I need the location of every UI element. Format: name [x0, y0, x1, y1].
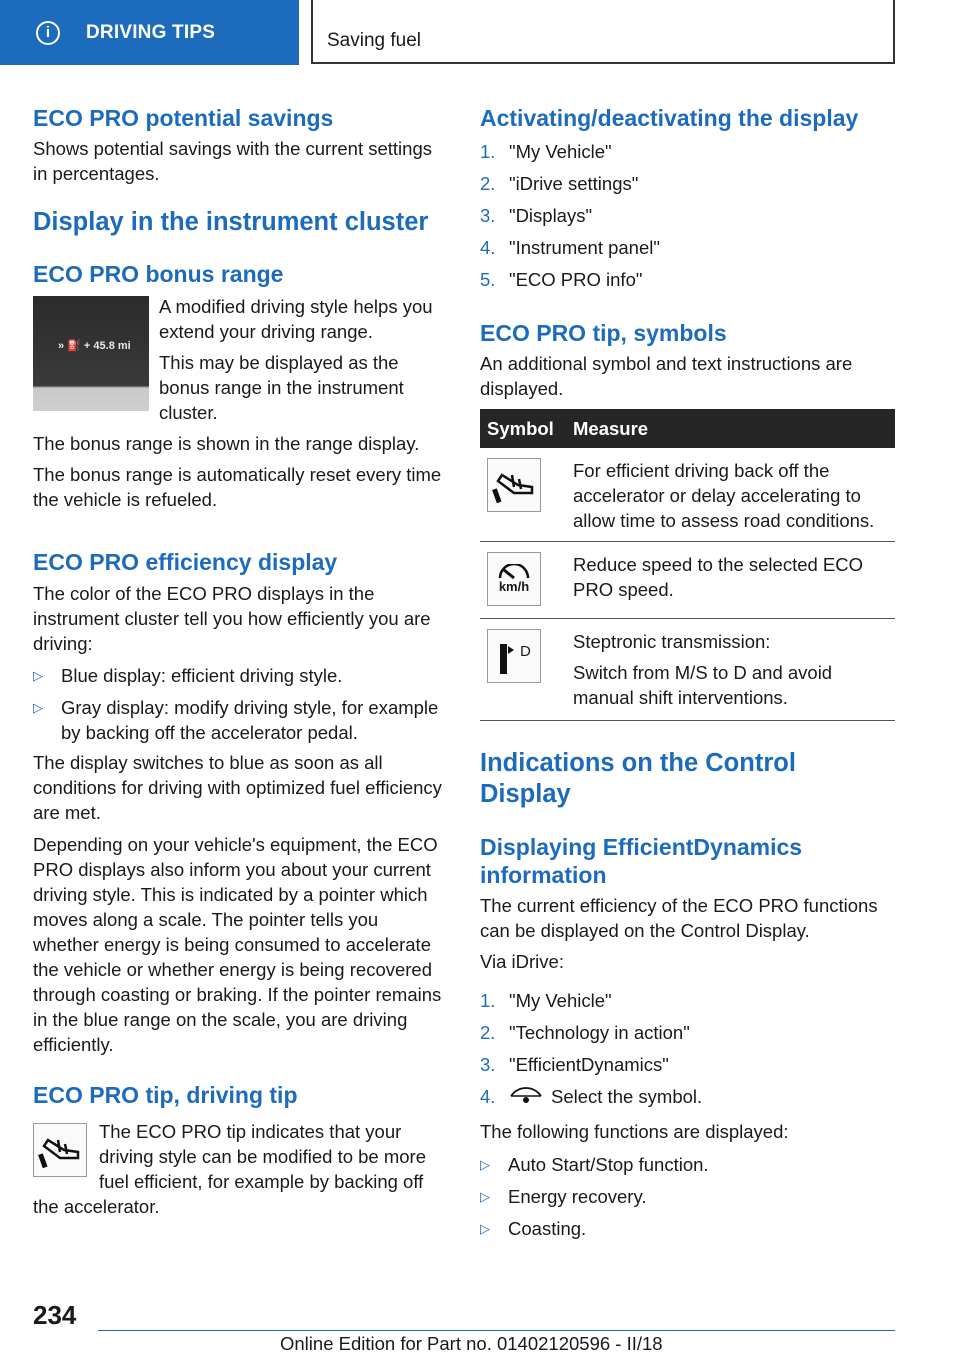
potential-savings-heading: ECO PRO potential savings — [33, 105, 334, 131]
following-functions-text: The following functions are displayed: — [480, 1121, 789, 1142]
edition-text: Online Edition for Part no. 01402120596 - II/18 — [280, 1333, 663, 1354]
footer-divider — [98, 1330, 895, 1331]
list-item: 3. "Displays" — [480, 205, 593, 226]
table-row — [480, 619, 895, 721]
page-number: 234 — [33, 1300, 77, 1330]
efficiency-display-heading: ECO PRO efficiency display — [33, 549, 338, 575]
efficiency-text-3: Depending on your vehicle's equipment, the ECO PRO displays also inform you about your current driving style. This is indicated by a pointer which moves along a scale. The pointer tells you whether energy is being consumed to accelerate the vehicle or whether energy is being recovered through coasting or braking. If the pointer remains in the blue range on the scale, you are driving efficiently. — [33, 834, 442, 1055]
info-icon: i — [36, 21, 60, 45]
bullet-triangle-icon: ▷ — [33, 668, 43, 683]
driving-tip-text: The ECO PRO tip indicates that your driving style can be modified to be more fuel efficient, for example by backing off the accelerator. — [33, 1121, 427, 1217]
table-header-symbol: Symbol — [480, 409, 566, 448]
activate-steps-list — [480, 139, 896, 292]
table-cell-measure: For efficient driving back off the accelerator or delay accelerating to allow time to assess road conditions. — [566, 448, 895, 542]
list-item: ▷ Auto Start/Stop function. — [480, 1154, 709, 1175]
right-column — [480, 100, 896, 1248]
table-row — [480, 448, 895, 542]
bonus-range-block — [33, 294, 448, 425]
symbols-text: An additional symbol and text instructions are displayed. — [480, 353, 853, 399]
section-title: Saving fuel — [327, 30, 422, 51]
gear-selector-icon: D — [487, 629, 541, 683]
driving-tip-heading: ECO PRO tip, driving tip — [33, 1082, 298, 1108]
activate-display-heading: Activating/deactivating the display — [480, 105, 859, 131]
list-item: ▷ Blue display: efficient driving style. — [33, 665, 343, 686]
symbols-table — [480, 409, 895, 721]
functions-bullet-list — [480, 1152, 896, 1241]
foot-off-pedal-icon — [487, 458, 541, 512]
efficiency-text-1: The color of the ECO PRO displays in the instrument cluster tell you how efficiently you are driving: — [33, 583, 431, 654]
table-cell-measure: Steptronic transmission: Switch from M/S to D and avoid manual shift interventions. — [566, 619, 895, 721]
display-cluster-heading: Display in the instrument cluster — [33, 208, 429, 236]
table-row — [480, 542, 895, 619]
symbols-heading: ECO PRO tip, symbols — [480, 320, 727, 346]
chapter-label: DRIVING TIPS — [86, 21, 216, 43]
list-item: ▷ Energy recovery. — [480, 1186, 647, 1207]
driving-tip-block — [33, 1119, 448, 1219]
list-item: 4. Select the symbol. — [480, 1084, 896, 1112]
efficientdynamics-steps-list — [480, 988, 896, 1112]
bullet-triangle-icon: ▷ — [33, 700, 43, 715]
bonus-range-text-3: The bonus range is shown in the range display. — [33, 433, 420, 454]
bullet-triangle-icon: ▷ — [480, 1221, 490, 1236]
efficientdynamics-heading: Displaying EfficientDynamics information — [480, 834, 803, 888]
list-item: 4. "Instrument panel" — [480, 237, 660, 258]
via-idrive-text: Via iDrive: — [480, 951, 564, 972]
efficientdynamics-text: The current efficiency of the ECO PRO functions can be displayed on the Control Display. — [480, 895, 878, 941]
list-item: 3. "EfficientDynamics" — [480, 1054, 669, 1075]
left-column — [33, 100, 448, 1219]
list-item: 1. "My Vehicle" — [480, 141, 612, 162]
bullet-triangle-icon: ▷ — [480, 1189, 490, 1204]
list-item: ▷ Gray display: modify driving style, for example by backing off the accelerator pedal. — [33, 697, 439, 743]
table-header-row — [480, 409, 895, 448]
foot-off-pedal-icon — [33, 1123, 87, 1177]
chapter-tab — [0, 0, 299, 65]
efficiency-bullet-list — [33, 663, 448, 745]
list-item: 5. "ECO PRO info" — [480, 269, 643, 290]
list-item: 2. "Technology in action" — [480, 1022, 690, 1043]
list-item: 2. "iDrive settings" — [480, 173, 639, 194]
speedometer-icon: km/h — [487, 552, 541, 606]
indications-heading: Indications on the Control Display — [480, 749, 796, 808]
section-header — [311, 0, 895, 64]
efficiency-text-2: The display switches to blue as soon as all conditions for driving with optimized fuel efficiency are met. — [33, 752, 442, 823]
bonus-range-image — [33, 296, 149, 411]
bonus-range-image-text: » ⛽ + 45.8 mi — [58, 340, 131, 352]
list-item: ▷ Coasting. — [480, 1218, 587, 1239]
list-item: 1. "My Vehicle" — [480, 990, 612, 1011]
car-icon — [509, 1084, 543, 1112]
potential-savings-text: Shows potential savings with the current settings in percentages. — [33, 138, 432, 184]
bonus-range-text-2: This may be displayed as the bonus range in the instrument cluster. — [159, 352, 404, 423]
table-header-measure: Measure — [566, 409, 895, 448]
bonus-range-text-1: A modified driving style helps you extend your driving range. — [159, 296, 433, 342]
bonus-range-heading: ECO PRO bonus range — [33, 261, 284, 287]
table-cell-measure: Reduce speed to the selected ECO PRO speed. — [566, 542, 895, 619]
bullet-triangle-icon: ▷ — [480, 1157, 490, 1172]
bonus-range-text-4: The bonus range is automatically reset every time the vehicle is refueled. — [33, 464, 442, 510]
